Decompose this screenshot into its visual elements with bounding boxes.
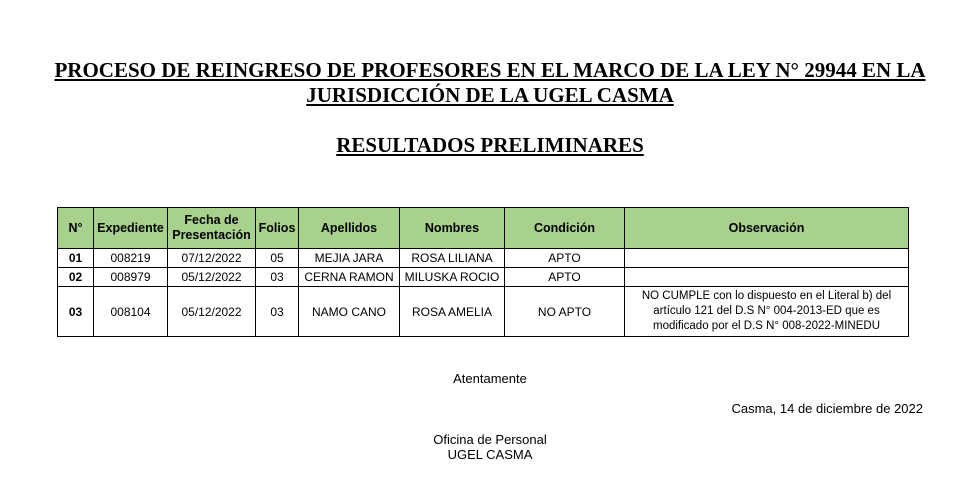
cell-nombres: ROSA AMELIA <box>400 287 505 337</box>
table-header-row <box>58 208 909 249</box>
cell-observacion: NO CUMPLE con lo dispuesto en el Literal b) del artículo 121 del D.S N° 004-2013-ED que es modificado por el D.S N° 008-2022-MINEDU <box>625 287 909 337</box>
cell-nombres: MILUSKA ROCIO <box>400 268 505 287</box>
table-row <box>58 287 909 337</box>
header-folios: Folios <box>256 208 299 249</box>
cell-num: 02 <box>58 268 94 287</box>
cell-apellidos: MEJIA JARA <box>299 249 400 268</box>
cell-fecha: 05/12/2022 <box>168 287 256 337</box>
header-expediente: Expediente <box>94 208 168 249</box>
cell-condicion: NO APTO <box>505 287 625 337</box>
cell-expediente: 008104 <box>94 287 168 337</box>
closing-text: Atentamente <box>453 371 527 386</box>
cell-apellidos: CERNA RAMON <box>299 268 400 287</box>
results-table <box>57 207 909 337</box>
cell-num: 01 <box>58 249 94 268</box>
cell-num: 03 <box>58 287 94 337</box>
table-row <box>58 268 909 287</box>
cell-apellidos: NAMO CANO <box>299 287 400 337</box>
cell-condicion: APTO <box>505 268 625 287</box>
document-subtitle: RESULTADOS PRELIMINARES <box>336 133 644 157</box>
header-fecha: Fecha de Presentación <box>168 208 256 249</box>
signature-block <box>400 432 580 462</box>
header-condicion: Condición <box>505 208 625 249</box>
institution-name: UGEL CASMA <box>447 447 533 462</box>
header-nombres: Nombres <box>400 208 505 249</box>
cell-expediente: 008979 <box>94 268 168 287</box>
cell-fecha: 05/12/2022 <box>168 268 256 287</box>
cell-folios: 05 <box>256 249 299 268</box>
cell-folios: 03 <box>256 287 299 337</box>
cell-folios: 03 <box>256 268 299 287</box>
cell-condicion: APTO <box>505 249 625 268</box>
header-num: N° <box>58 208 94 249</box>
header-apellidos: Apellidos <box>299 208 400 249</box>
cell-fecha: 07/12/2022 <box>168 249 256 268</box>
cell-observacion <box>625 268 909 287</box>
document-title: PROCESO DE REINGRESO DE PROFESORES EN EL MARCO DE LA LEY N° 29944 EN LA JURISDICCIÓN DE LA UGEL CASMA <box>54 58 926 107</box>
cell-observacion <box>625 249 909 268</box>
office-name: Oficina de Personal <box>433 432 547 447</box>
place-date: Casma, 14 de diciembre de 2022 <box>731 401 923 416</box>
cell-expediente: 008219 <box>94 249 168 268</box>
table-row <box>58 249 909 268</box>
cell-nombres: ROSA LILIANA <box>400 249 505 268</box>
header-observacion: Observación <box>625 208 909 249</box>
